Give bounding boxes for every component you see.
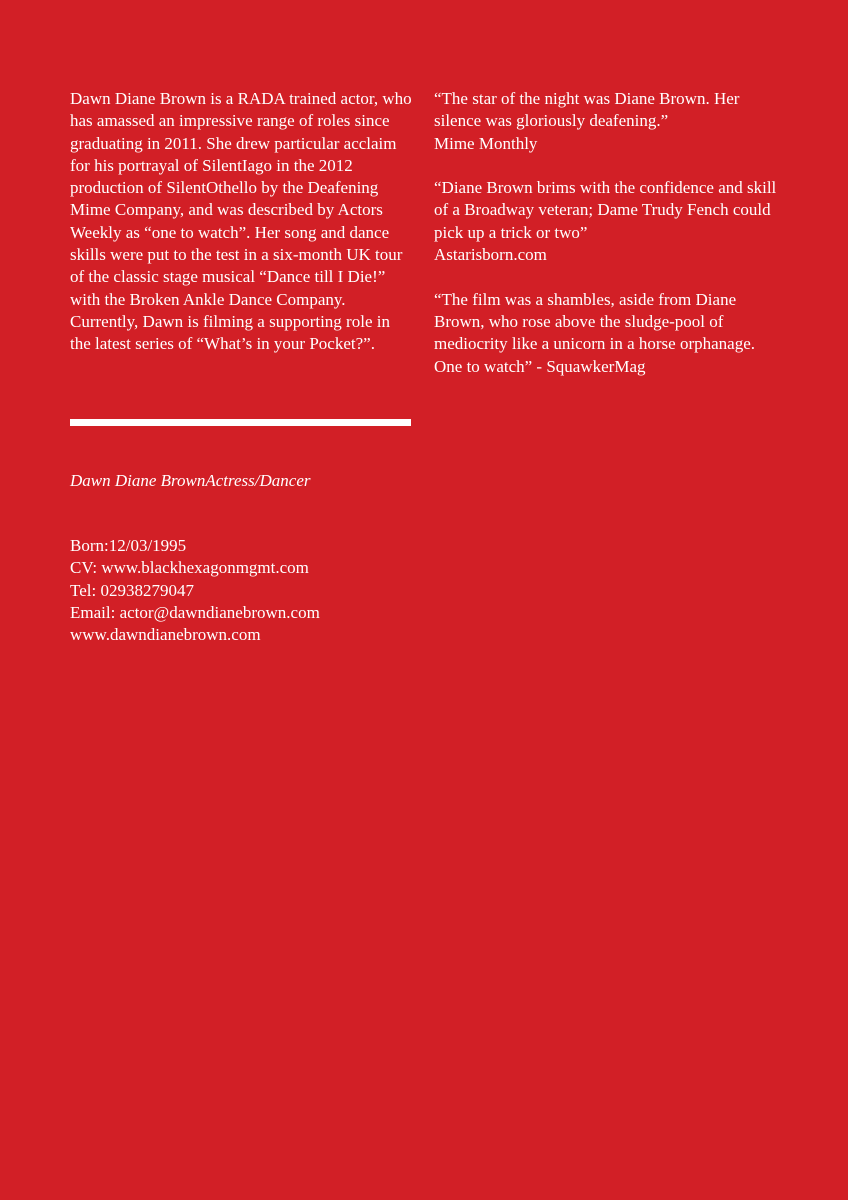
cv-link[interactable]: CV: www.blackhexagonmgmt.com [70, 558, 309, 578]
review-text: “The star of the night was Diane Brown. Her silence was gloriously deafening.” [434, 89, 740, 131]
bio-paragraph: Dawn Diane Brown is a RADA trained actor, who has amassed an impressive range of roles since graduating in 2011. She drew particular acclaim for his portrayal of SilentIago in the 2012 production of SilentOthello by the Deafening Mime Company, and was described by Actors Weekly as “one to watch”. Her song and dance skills were put to the test in a six-month UK tour of the classic stage musical “Dance till I Die!” with the Broken Ankle Dance Company. Currently, Dawn is filming a supporting role in the latest series of “What’s in your Pocket?”. [70, 89, 412, 354]
review-text: “The film was a shambles, aside from Diane Brown, who rose above the sludge-pool of mediocrity like a unicorn in a horse orphanage. One to watch” - SquawkerMag [434, 289, 755, 376]
review-source: Mime Monthly [434, 133, 538, 153]
contact-details [70, 535, 320, 646]
website-link[interactable]: www.dawndianebrown.com [70, 625, 261, 645]
reviews-column [434, 88, 784, 400]
divider-bar [70, 419, 411, 426]
review-text: “Diane Brown brims with the confidence and skill of a Broadway veteran; Dame Trudy Fench could pick up a trick or two” [434, 178, 777, 242]
review-quote [434, 177, 784, 266]
telephone: Tel: 02938279047 [70, 580, 194, 600]
name-title: Dawn Diane BrownActress/Dancer [70, 471, 311, 490]
review-source: Astarisborn.com [434, 245, 547, 265]
review-quote [434, 289, 784, 378]
review-quote [434, 88, 784, 155]
email-link[interactable]: Email: actor@dawndianebrown.com [70, 602, 320, 622]
born-date: Born:12/03/1995 [70, 536, 187, 555]
bio-column [70, 88, 412, 356]
